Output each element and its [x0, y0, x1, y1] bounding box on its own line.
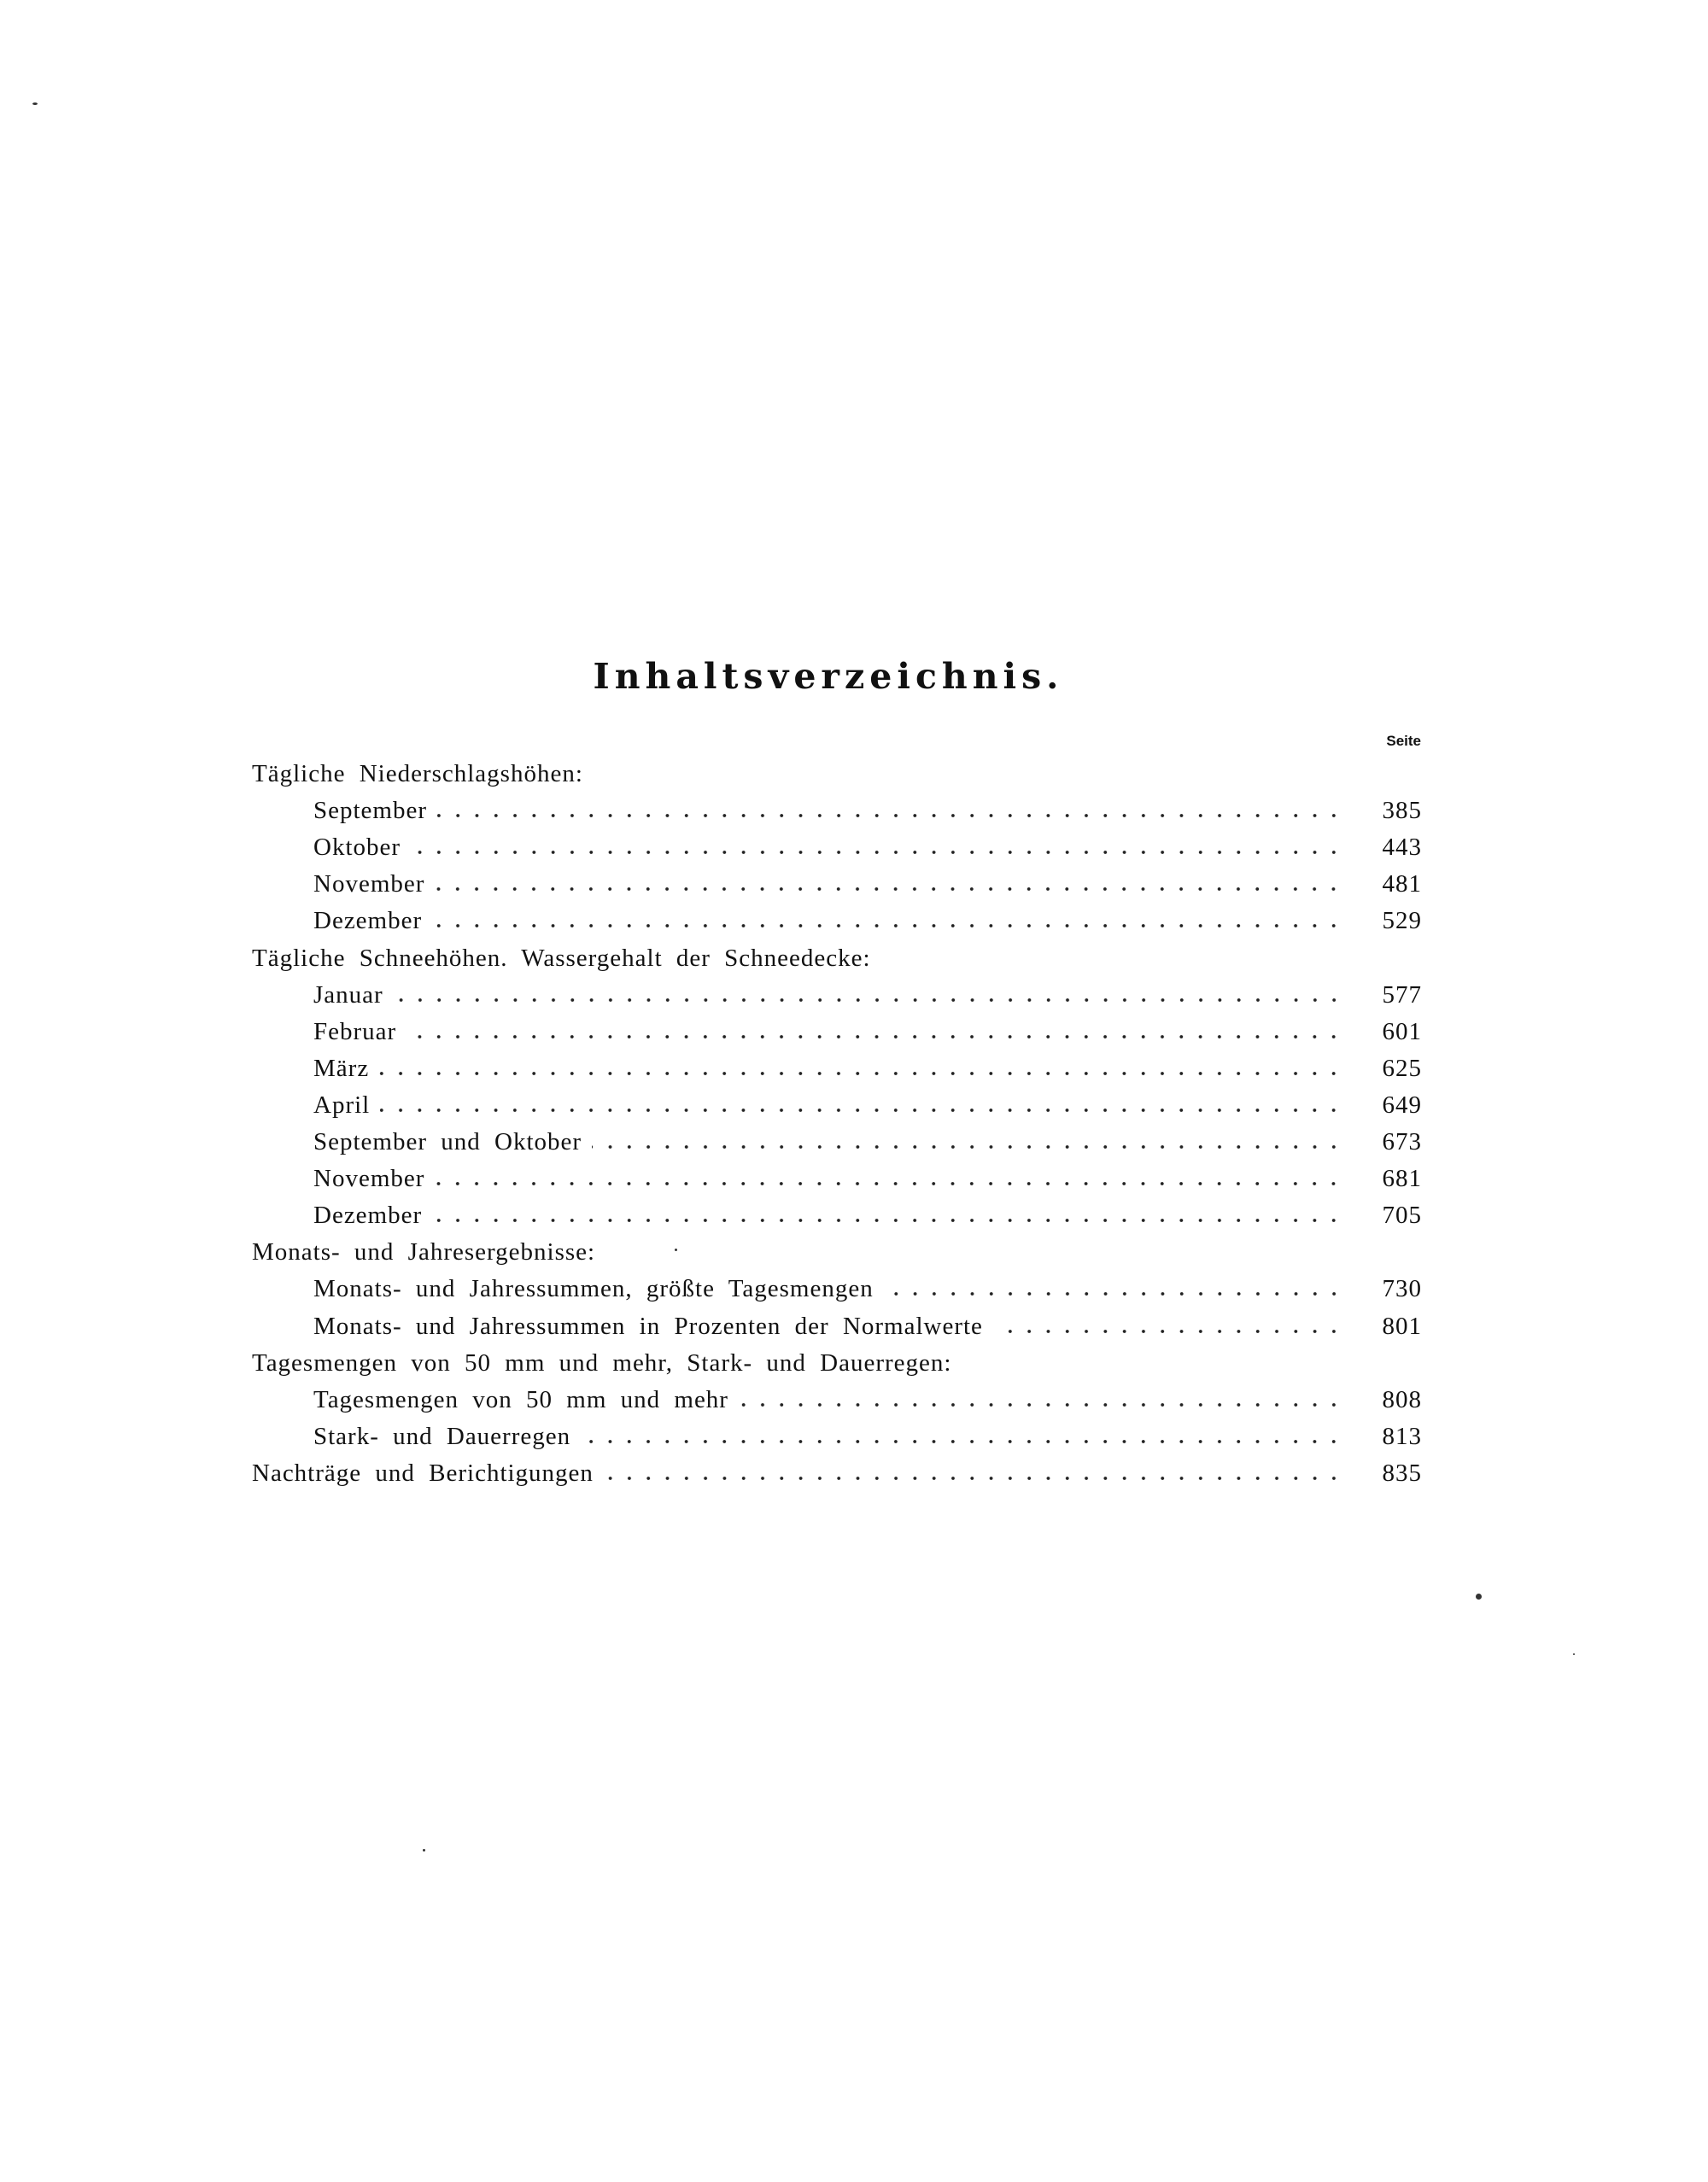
toc-entry	[252, 897, 1422, 933]
toc-page-number: 705	[1382, 1202, 1422, 1230]
toc-entry	[252, 1449, 1422, 1486]
dot-leader	[581, 1439, 1343, 1444]
toc-page-number: 385	[1382, 797, 1422, 825]
toc-entry	[252, 1376, 1422, 1413]
scan-speck	[1573, 1653, 1575, 1655]
toc-label: September und Oktober	[313, 1128, 582, 1156]
toc-entry	[252, 1008, 1422, 1044]
dot-leader	[432, 1218, 1343, 1223]
toc-label: Tagesmengen von 50 mm und mehr	[313, 1385, 728, 1413]
toc-entry	[252, 1413, 1422, 1449]
toc-page-number: 681	[1382, 1165, 1422, 1193]
toc-entry	[252, 1044, 1422, 1081]
dot-leader	[379, 1071, 1343, 1076]
toc-label: April	[313, 1091, 371, 1119]
toc-entry	[252, 1118, 1422, 1155]
scan-speck	[1476, 1594, 1482, 1600]
dot-leader	[604, 1476, 1343, 1481]
toc-entry	[252, 860, 1422, 897]
toc-entry	[252, 1302, 1422, 1338]
toc-label: Monats- und Jahressummen, größte Tagesmengen	[313, 1275, 874, 1303]
toc-label: Stark- und Dauerregen	[313, 1422, 571, 1450]
dot-leader	[380, 1108, 1343, 1113]
page-title: Inhaltsverzeichnis.	[593, 656, 1064, 697]
toc-label: Monats- und Jahresergebnisse:	[252, 1238, 596, 1266]
toc-label: Monats- und Jahressummen in Prozenten der Normalwerte	[313, 1312, 983, 1340]
toc-label: Tägliche Niederschlagshöhen:	[252, 760, 583, 788]
toc-page-number: 813	[1382, 1422, 1422, 1450]
scan-speck	[32, 102, 38, 105]
dot-leader	[739, 1402, 1343, 1407]
table-of-contents	[252, 750, 1422, 1486]
dot-leader	[592, 1144, 1343, 1149]
toc-entry	[252, 1081, 1422, 1118]
toc-label: Dezember	[313, 907, 423, 935]
dot-leader	[884, 1291, 1343, 1296]
page-column-header: Seite	[1386, 733, 1421, 749]
dot-leader	[993, 1329, 1343, 1334]
toc-entry	[252, 787, 1422, 823]
toc-label: September	[313, 797, 428, 825]
dot-leader	[394, 997, 1343, 1003]
toc-entry	[252, 1265, 1422, 1302]
toc-entry	[252, 823, 1422, 860]
toc-section-heading	[252, 750, 1422, 787]
toc-page-number: 529	[1382, 907, 1422, 935]
toc-page-number: 649	[1382, 1091, 1422, 1119]
toc-page-number: 673	[1382, 1128, 1422, 1156]
toc-label: Tägliche Schneehöhen. Wassergehalt der Schneedecke:	[252, 944, 871, 972]
toc-label: November	[313, 1165, 425, 1193]
toc-page-number: 730	[1382, 1275, 1422, 1303]
toc-label: Januar	[313, 980, 383, 1009]
dot-leader	[432, 923, 1343, 928]
toc-label: Februar	[313, 1017, 397, 1045]
toc-label: März	[313, 1054, 370, 1082]
toc-page-number: 808	[1382, 1385, 1422, 1413]
dot-leader	[435, 886, 1343, 892]
toc-label: Nachträge und Berichtigungen	[252, 1459, 594, 1487]
dot-leader	[435, 1181, 1343, 1186]
toc-page-number: 625	[1382, 1054, 1422, 1082]
toc-label: November	[313, 870, 425, 898]
toc-label: Dezember	[313, 1202, 423, 1230]
toc-section-heading	[252, 1339, 1422, 1376]
toc-label: Tagesmengen von 50 mm und mehr, Stark- und Dauerregen:	[252, 1348, 952, 1377]
toc-section-heading	[252, 1228, 1422, 1265]
scan-speck	[423, 1849, 425, 1851]
toc-page-number: 577	[1382, 980, 1422, 1009]
toc-entry	[252, 1155, 1422, 1191]
toc-entry	[252, 1191, 1422, 1228]
dot-leader	[411, 850, 1343, 855]
toc-section-heading	[252, 933, 1422, 970]
dot-leader	[437, 813, 1343, 818]
toc-page-number: 481	[1382, 870, 1422, 898]
toc-entry	[252, 971, 1422, 1008]
toc-label: Oktober	[313, 834, 401, 862]
toc-page-number: 835	[1382, 1459, 1422, 1487]
toc-page-number: 601	[1382, 1017, 1422, 1045]
scan-speck	[675, 1249, 677, 1251]
dot-leader	[407, 1034, 1343, 1039]
toc-page-number: 801	[1382, 1312, 1422, 1340]
toc-page-number: 443	[1382, 834, 1422, 862]
